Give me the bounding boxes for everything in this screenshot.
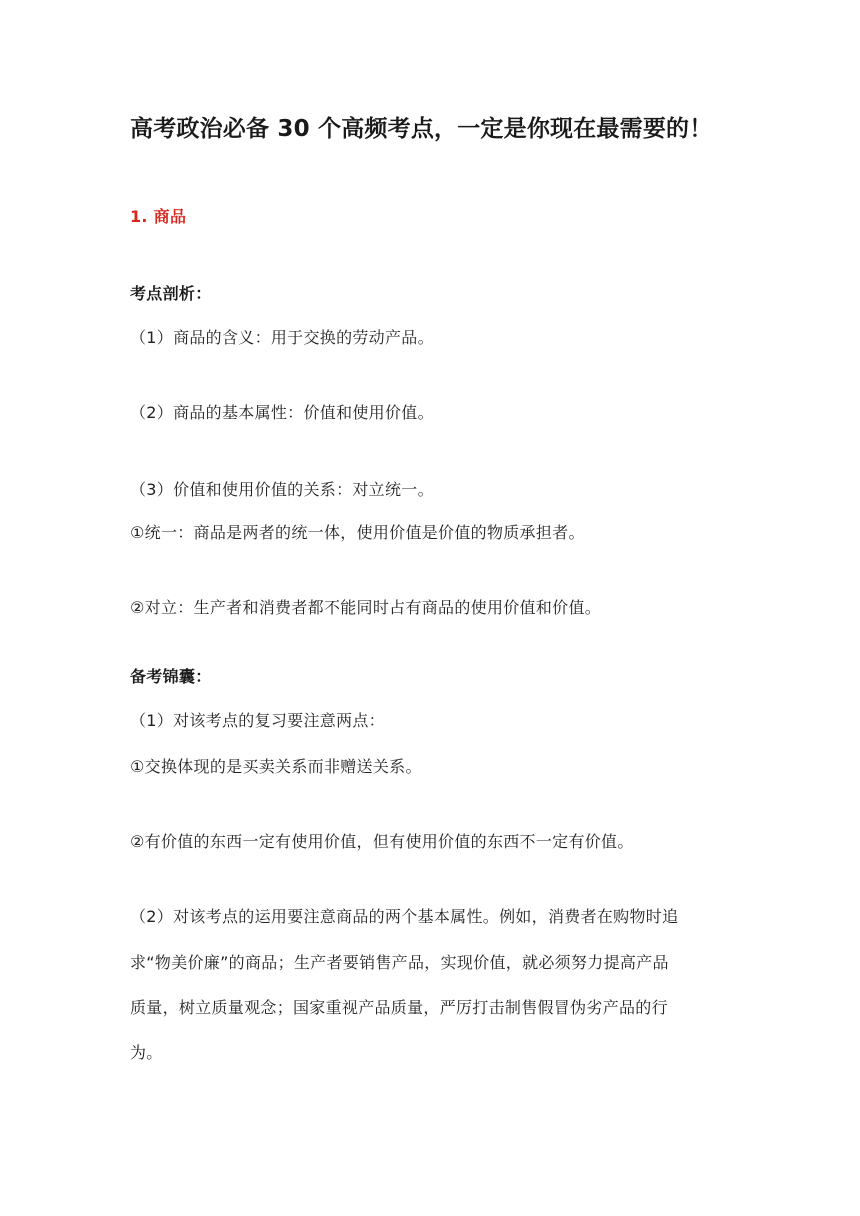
tips-line: 质量，树立质量观念；国家重视产品质量，严厉打击制售假冒伪劣产品的行 <box>130 998 668 1017</box>
tips-line: ②有价值的东西一定有使用价值，但有使用价值的东西不一定有价值。 <box>130 832 634 851</box>
tips-label: 备考锦囊： <box>130 667 212 686</box>
analysis-line: ①统一：商品是两者的统一体，使用价值是价值的物质承担者。 <box>130 523 585 542</box>
analysis-line: （3）价值和使用价值的关系：对立统一。 <box>130 480 434 499</box>
section-heading: 1. 商品 <box>130 207 187 226</box>
analysis-line: （2）商品的基本属性：价值和使用价值。 <box>130 403 434 422</box>
analysis-line: ②对立：生产者和消费者都不能同时占有商品的使用价值和价值。 <box>130 598 602 617</box>
analysis-line: （1）商品的含义：用于交换的劳动产品。 <box>130 328 434 347</box>
tips-line: （1）对该考点的复习要注意两点： <box>130 711 385 730</box>
tips-line: 求“物美价廉”的商品；生产者要销售产品，实现价值，就必须努力提高产品 <box>130 953 669 972</box>
tips-line: 为。 <box>130 1043 163 1062</box>
tips-line: （2）对该考点的运用要注意商品的两个基本属性。例如，消费者在购物时追 <box>130 907 679 926</box>
page-title: 高考政治必备 30 个高频考点，一定是你现在最需要的！ <box>130 116 713 142</box>
tips-line: ①交换体现的是买卖关系而非赠送关系。 <box>130 757 422 776</box>
analysis-label: 考点剖析： <box>130 284 212 303</box>
